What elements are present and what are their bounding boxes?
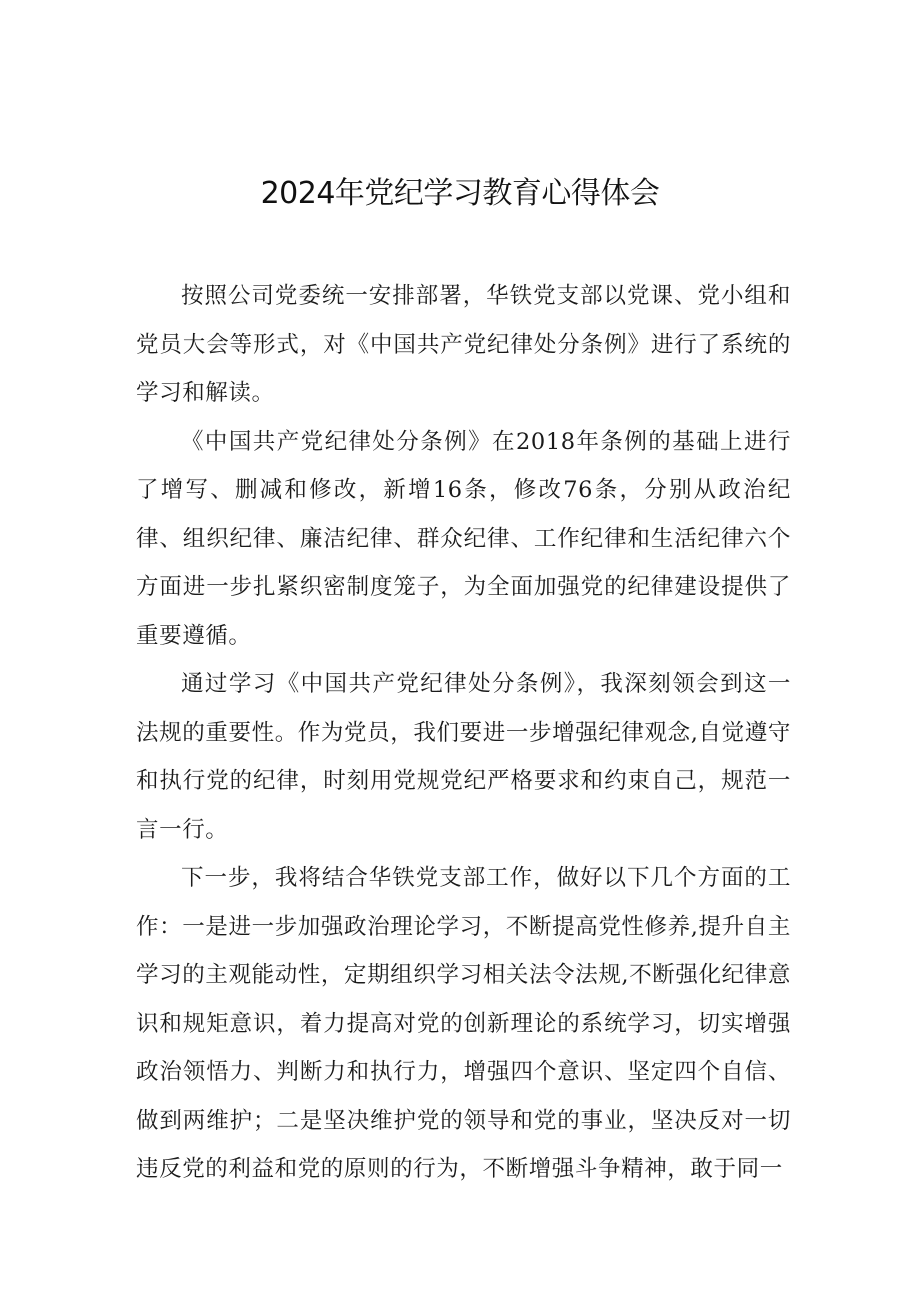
paragraph-3: 通过学习《中国共产党纪律处分条例》，我深刻领会到这一法规的重要性。作为党员，我们要进一步增强纪律观念,自觉遵守和执行党的纪律，时刻用党规党纪严格要求和约束自己，规范一言一行。 [136, 671, 791, 843]
paragraph-2: 《中国共产党纪律处分条例》在2018年条例的基础上进行了增写、删减和修改，新增16条，修改76条，分别从政治纪律、组织纪律、廉洁纪律、群众纪律、工作纪律和生活纪律六个方面进一步扎紧织密制度笼子，为全面加强党的纪律建设提供了重要遵循。 [136, 428, 791, 649]
document-body [136, 272, 791, 1194]
paragraph-1: 按照公司党委统一安排部署，华铁党支部以党课、党小组和党员大会等形式，对《中国共产党纪律处分条例》进行了系统的学习和解读。 [136, 283, 791, 406]
document-title: 2024年党纪学习教育心得体会 [260, 176, 660, 211]
paragraph-4: 下一步，我将结合华铁党支部工作，做好以下几个方面的工作：一是进一步加强政治理论学习，不断提高党性修养,提升自主学习的主观能动性，定期组织学习相关法令法规,不断强化纪律意识和规矩意识，着力提高对党的创新理论的系统学习，切实增强政治领悟力、判断力和执行力，增强四个意识、坚定四个自信、做到两维护；二是坚决维护党的领导和党的事业，坚决反对一切违反党的利益和党的原则的行为，不断增强斗争精神，敢于同一 [136, 865, 791, 1182]
